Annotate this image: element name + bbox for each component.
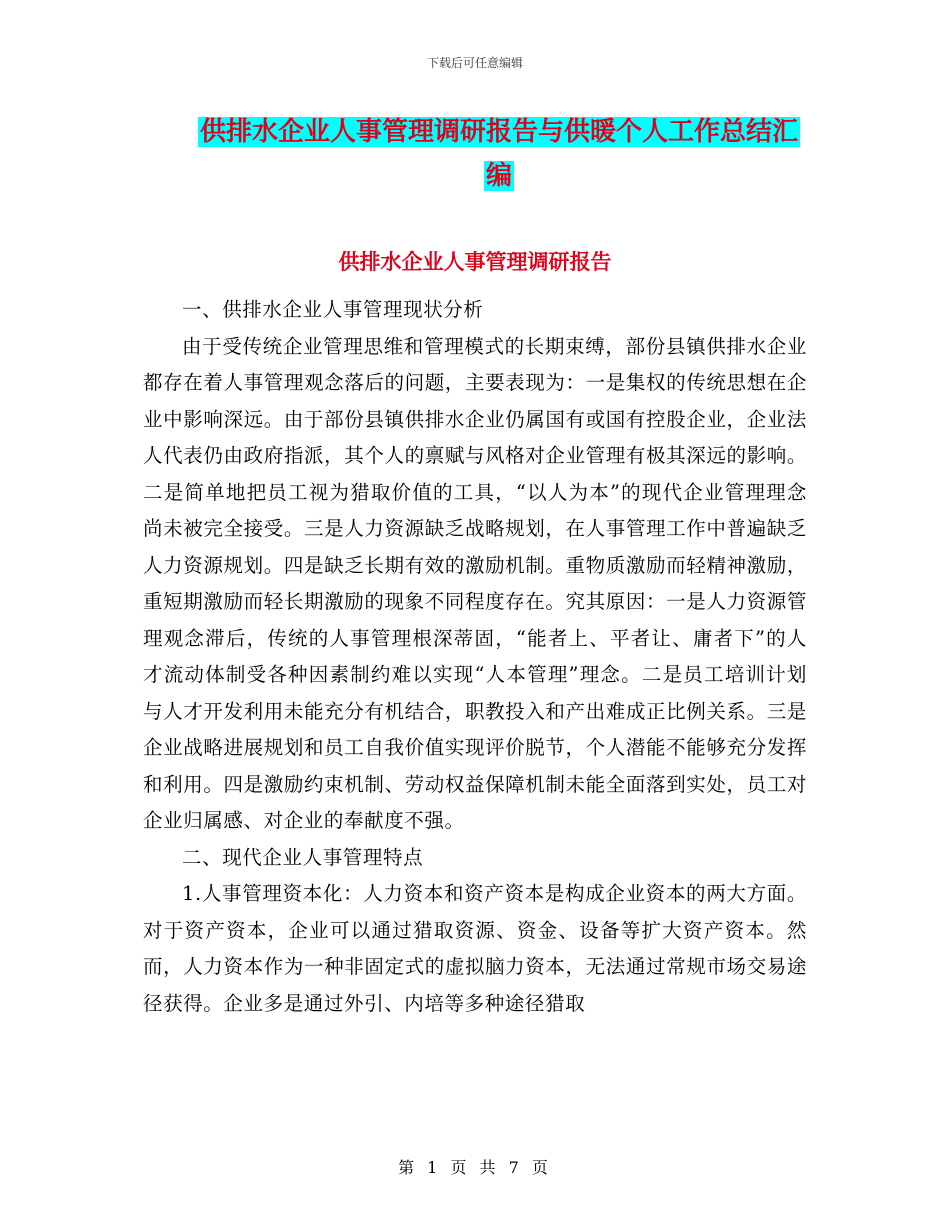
heading-paragraph: 二、现代企业人事管理特点 xyxy=(182,845,424,869)
body-paragraph: 1.人事管理资本化：人力资本和资产资本是构成企业资本的两大方面。对于资产资本，企业可以通过猎取资源、资金、设备等扩大资产资本。然而，人力资本作为一种非固定式的虚拟脑力资本，无法通过常规市场交易途径获得。企业多是通过外引、内培等多种途径猎取 xyxy=(143,882,807,1015)
heading-paragraph: 一、供排水企业人事管理现状分析 xyxy=(182,298,484,321)
body-paragraph: 由于受传统企业管理思维和管理模式的长期束缚，部份县镇供排水企业都存在着人事管理观念落后的问题，主要表现为：一是集权的传统思想在企业中影响深远。由于部份县镇供排水企业仍属国有或国有控股企业，企业法人代表仍由政府指派，其个人的禀赋与风格对企业管理有极其深远的影响。二是简单地把员工视为猎取价值的工具，“以人为本”的现代企业管理理念尚未被完全接受。三是人力资源缺乏战略规划，在人事管理工作中普遍缺乏人力资源规划。四是缺乏长期有效的激励机制。重物质激励而轻精神激励，重短期激励而轻长期激励的现象不同程度存在。究其原因：一是人力资源管理观念滞后，传统的人事管理根深蒂固，“能者上、平者让、庸者下”的人才流动体制受各种因素制约难以实现“人本管理”理念。二是员工培训计划与人才开发利用未能充分有机结合，职教投入和产出难成正比例关系。三是企业战略进展规划和员工自我价值实现评价脱节，个人潜能不能够充分发挥和利用。四是激励约束机制、劳动权益保障机制未能全面落到实处，员工对企业归属感、对企业的奉献度不强。 xyxy=(143,334,807,832)
document-body xyxy=(143,292,807,1022)
page-header-note: 下载后可任意编辑 xyxy=(426,56,523,70)
document-title-text: 供排水企业人事管理调研报告与供暖个人工作总结汇编 xyxy=(199,117,798,191)
page-number-footer: 第 1 页 共 7 页 xyxy=(398,1158,552,1177)
section-title: 供排水企业人事管理调研报告 xyxy=(338,250,612,274)
document-title xyxy=(190,110,808,198)
